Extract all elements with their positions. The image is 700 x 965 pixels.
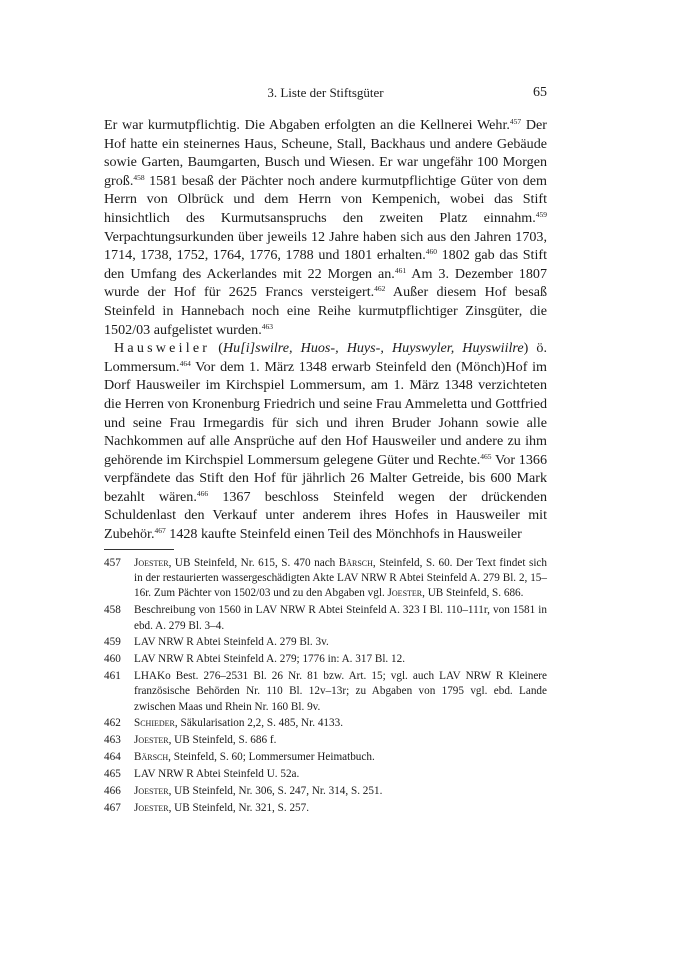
- text-span: Am 3. Dezember 1807 wurde der Hof für 2625 Francs versteigert.: [104, 265, 547, 301]
- footnote-text: [134, 556, 547, 602]
- footnote-text: LAV NRW R Abtei Steinfeld U. 52a.: [134, 768, 300, 781]
- footnote-465: [104, 767, 547, 782]
- footnote-text: [134, 750, 547, 765]
- footnote-ref: 466: [196, 488, 209, 498]
- text-span: 1428 kaufte Steinfeld einen Teil des Mönchhofs in Hausweiler: [165, 526, 522, 543]
- footnote-464: [104, 750, 547, 765]
- text-span: Er war kurmutpflichtig. Die Abgaben erfolgten an die Kellnerei Wehr.: [104, 117, 510, 133]
- footnote-number: 466: [104, 785, 121, 798]
- footnotes: [104, 556, 547, 818]
- footnote-number: 457: [104, 557, 121, 569]
- footnote-ref: 463: [261, 321, 273, 331]
- author-name: Schieder: [134, 717, 175, 730]
- footnote-466: [104, 784, 547, 799]
- footnote-ref: 461: [394, 265, 407, 275]
- footnote-text: LHAKo Best. 276–2531 Bl. 26 Nr. 81 bzw. Art. 15; vgl. auch LAV NRW R Kleinere französische Behörden Nr. 110 Bl. 12v–13r; zu Abgaben von 1795 vgl. ebd. Lande zwischen Maas und Rhein Nr. 160 Bl. 9v.: [134, 670, 547, 713]
- text-span: Außer diesem Hof besaß Steinfeld in Hannebach noch eine Reihe kurmutpflichtiger Zinsgüter, die 1502/03 aufgelistet wurden.: [104, 284, 547, 338]
- page-number: 65: [533, 85, 547, 100]
- text-span: , UB Steinfeld, Nr. 615, S. 470 nach: [168, 557, 339, 569]
- footnote-text: Beschreibung von 1560 in LAV NRW R Abtei Steinfeld A. 323 I Bl. 110–111r, von 1581 in ebd. A. 279 Bl. 3–4.: [134, 604, 547, 632]
- footnote-463: [104, 733, 547, 748]
- footnote-number: 460: [104, 653, 121, 666]
- paragraph-hannebach: [104, 116, 547, 339]
- text-span: , UB Steinfeld, S. 686 f.: [168, 734, 277, 747]
- text-span: , UB Steinfeld, S. 686.: [422, 587, 524, 600]
- author-name: Joester: [387, 587, 423, 600]
- footnote-ref: 462: [374, 284, 386, 294]
- footnote-number: 461: [104, 670, 121, 683]
- footnote-text: [134, 733, 547, 748]
- footnote-ref: 464: [179, 358, 191, 368]
- footnote-459: [104, 635, 547, 650]
- footnote-text: [134, 784, 547, 799]
- footnote-467: [104, 801, 547, 816]
- footnote-ref: 458: [133, 172, 145, 182]
- footnote-ref: 467: [154, 526, 166, 536]
- text-span: (: [210, 340, 223, 357]
- footnote-ref: 459: [535, 209, 547, 219]
- author-name: Bärsch: [338, 557, 373, 569]
- text-span: , UB Steinfeld, Nr. 306, S. 247, Nr. 314, S. 251.: [168, 785, 383, 798]
- running-title: 3. Liste der Stiftsgüter: [267, 85, 384, 100]
- footnote-ref: 460: [425, 247, 437, 257]
- footnote-number: 464: [104, 751, 121, 764]
- footnote-458: [104, 603, 547, 633]
- footnote-text: [134, 801, 547, 816]
- text-span: , Säkularisation 2,2, S. 485, Nr. 4133.: [174, 717, 344, 730]
- footnote-number: 465: [104, 768, 121, 781]
- footnote-number: 458: [104, 604, 121, 617]
- footnote-ref: 465: [480, 451, 492, 461]
- text-span: 1581 besaß der Pächter noch andere kurmutpflichtige Güter von dem Herrn von Olbrück und dem Herrn von Kempenich, wobei das Stift hinsichtlich des Kurmutsanspruchs den zweiten Platz einnahm.: [104, 172, 547, 226]
- footnote-457: [104, 556, 547, 602]
- footnote-text: LAV NRW R Abtei Steinfeld A. 279 Bl. 3v.: [134, 636, 329, 649]
- text-span: Vor 1366 verpfändete das Stift den Hof für jährlich 26 Malter Getreide, bis 600 Mark bezahlt wären.: [104, 451, 547, 505]
- footnote-number: 462: [104, 717, 121, 730]
- author-name: Joester: [134, 785, 169, 798]
- text-span: Der Hof hatte ein steinernes Haus, Scheune, Stall, Backhaus und andere Gebäude sowie Garten, Baumgarten, Busch und Wiesen. Er war ungefähr 100 Morgen groß.: [104, 117, 547, 189]
- text-span: Verpachtungsurkunden über jeweils 12 Jahre haben sich aus den Jahren 1703, 1714, 1738, 1752, 1764, 1776, 1788 und 1801 erhalten.: [104, 228, 547, 264]
- text-span: 1802 gab das Stift den Umfang des Ackerlandes mit 22 Morgen an.: [104, 247, 547, 282]
- footnote-number: 463: [104, 734, 121, 747]
- footnote-text: [134, 716, 547, 731]
- author-name: Bärsch: [134, 751, 169, 764]
- text-span: 1367 beschloss Steinfeld wegen der drückenden Schuldenlast den Verkauf unter anderem ihres Hofes in Hausweiler mit Zubehör.: [104, 488, 547, 543]
- footnote-separator: [104, 549, 174, 550]
- author-name: Joester: [134, 557, 169, 569]
- footnote-461: [104, 669, 547, 715]
- footnote-number: 467: [104, 801, 121, 814]
- text-span: , UB Steinfeld, Nr. 321, S. 257.: [168, 801, 310, 814]
- body-text: [104, 116, 547, 544]
- name-variants: Hu[i]swilre, Huos-, Huys-, Huyswyler, Huyswiilre: [222, 340, 524, 357]
- footnote-ref: 457: [509, 117, 522, 126]
- running-head: [104, 85, 547, 105]
- text-span: Vor dem 1. März 1348 erwarb Steinfeld den (Mönch)Hof im Dorf Hausweiler im Kirchspiel Lommersum, am 1. März 1348 verzichteten die Herren von Kronenburg Friedrich und seine Frau Ammeletta und Gottfried und seine Frau Irmegardis für sich und ihren Bruder Johann sowie alle Nachkommen auf alle Ansprüche auf den Hof Hausweiler und andere zu ihm gehörende im Kirchspiel Lommersum gelegene Güter und Rechte.: [104, 358, 547, 468]
- place-heading: Hausweiler: [114, 340, 211, 357]
- footnote-text: LAV NRW R Abtei Steinfeld A. 279; 1776 in: A. 317 Bl. 12.: [134, 653, 406, 666]
- paragraph-hausweiler: [104, 339, 547, 544]
- author-name: Joester: [134, 801, 169, 814]
- author-name: Joester: [134, 734, 169, 747]
- footnote-460: [104, 652, 547, 667]
- footnote-462: [104, 716, 547, 731]
- footnote-number: 459: [104, 636, 121, 649]
- text-span: ) ö. Lommersum.: [104, 340, 547, 375]
- text-span: , Steinfeld, S. 60; Lommersumer Heimatbuch.: [168, 751, 375, 764]
- text-span: , Steinfeld, S. 60. Der Text findet sich in der restaurierten wassergeschädigten Akte LAV NRW R Abtei Steinfeld A. 279 Bl. 2, 15–16r. Zum Pächter von 1502/03 und zu den Abgaben vgl.: [134, 557, 547, 600]
